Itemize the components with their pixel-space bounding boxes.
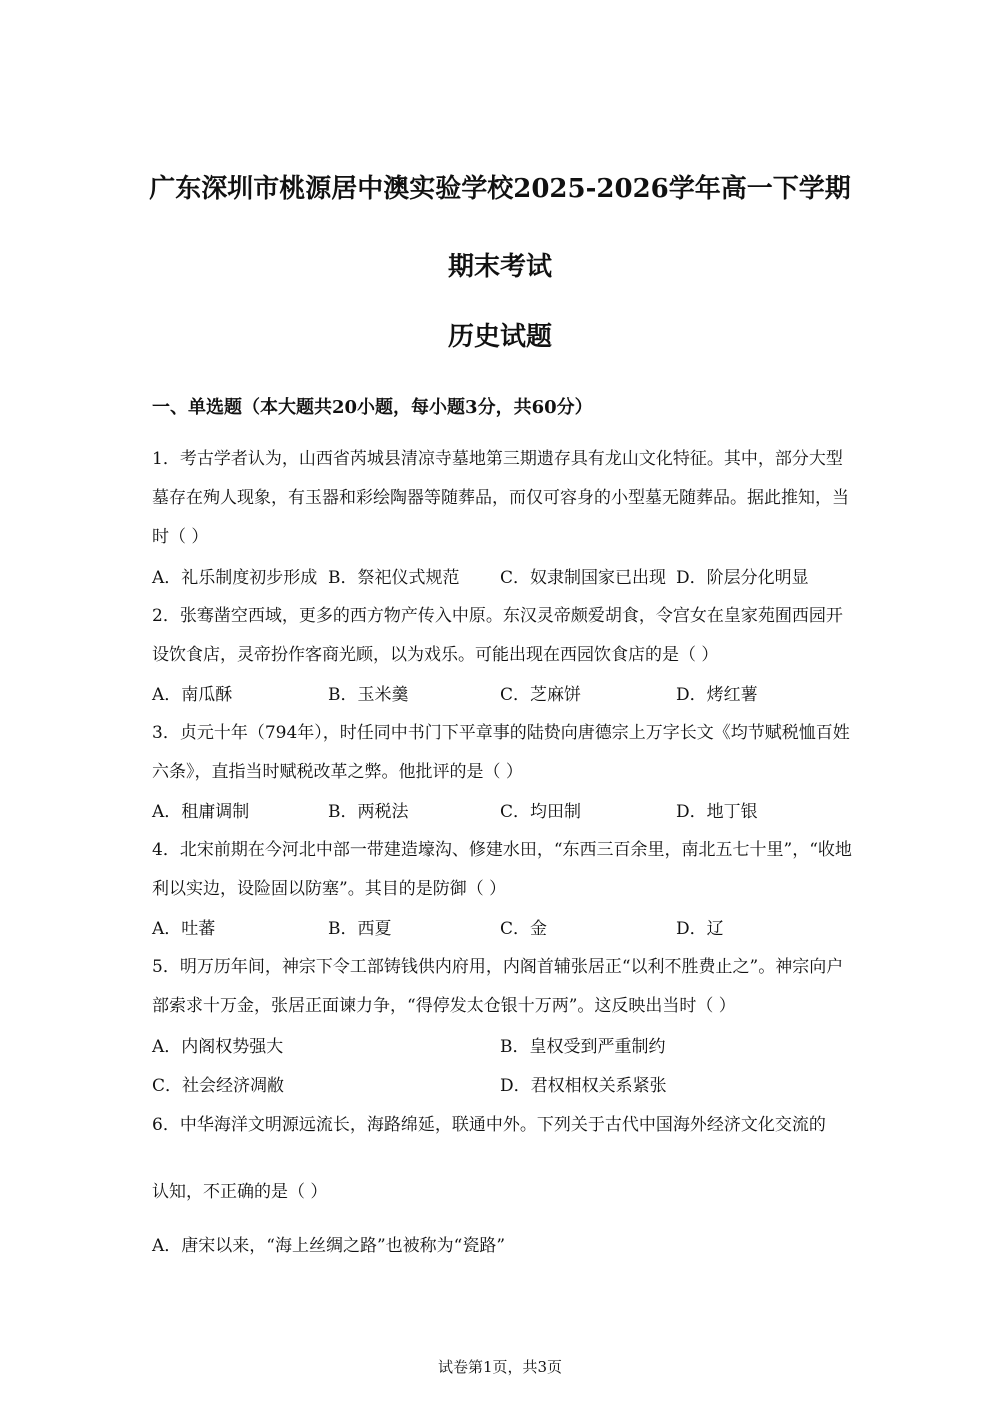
question-4-stem: 4．北宋前期在今河北中部一带建造壕沟、修建水田，“东西三百余里，南北五七十里”，“收地利以实边，设险固以防塞”。其目的是防御（ ） (152, 840, 852, 899)
question-3-option-d: D．地丁银 (676, 802, 758, 822)
question-2-option-a: A．南瓜酥 (152, 685, 233, 705)
exam-title-line2: 期末考试 (447, 252, 552, 282)
question-4-option-d: D．辽 (676, 919, 724, 939)
question-6-stem-line2: 认知，不正确的是（ ） (152, 1182, 328, 1202)
question-6-option-a: A．唐宋以来，“海上丝绸之路”也被称为“瓷路” (152, 1236, 506, 1256)
question-1-option-c: C．奴隶制国家已出现 (500, 568, 667, 588)
question-4-option-c: C．金 (500, 919, 548, 939)
question-3-option-c: C．均田制 (500, 802, 582, 822)
question-6-stem-line1: 6．中华海洋文明源远流长，海路绵延，联通中外。下列关于古代中国海外经济文化交流的 (152, 1115, 826, 1135)
section-heading: 一、单选题（本大题共20小题，每小题3分，共60分） (152, 397, 593, 418)
question-3-option-a: A．租庸调制 (152, 802, 250, 822)
question-2-stem: 2．张骞凿空西域，更多的西方物产传入中原。东汉灵帝颇爱胡食，令宫女在皇家苑囿西园开设饮食店，灵帝扮作客商光顾，以为戏乐。可能出现在西园饮食店的是（ ） (152, 606, 843, 665)
exam-title-line1: 广东深圳市桃源居中澳实验学校2025-2026学年高一下学期 (149, 174, 851, 204)
question-3-stem: 3．贞元十年（794年），时任同中书门下平章事的陆贽向唐德宗上万字长文《均节赋税恤百姓六条》，直指当时赋税改革之弊。他批评的是（ ） (152, 723, 850, 782)
question-5-stem: 5．明万历年间，神宗下令工部铸钱供内府用，内阁首辅张居正“以利不胜费止之”。神宗向户部索求十万金，张居正面谏力争，“得停发太仓银十万两”。这反映出当时（ ） (152, 957, 844, 1016)
question-1-option-b: B．祭祀仪式规范 (328, 568, 460, 588)
question-2-option-c: C．芝麻饼 (500, 685, 582, 705)
question-4-option-a: A．吐蕃 (152, 919, 216, 939)
question-4-option-b: B．西夏 (328, 919, 392, 939)
page-footer: 试卷第1页，共3页 (437, 1358, 563, 1376)
question-3-option-b: B．两税法 (328, 802, 409, 822)
question-1-option-a: A．礼乐制度初步形成 (152, 568, 318, 588)
question-1-option-d: D．阶层分化明显 (676, 568, 809, 588)
question-1-stem: 1．考古学者认为，山西省芮城县清凉寺墓地第三期遗存具有龙山文化特征。其中，部分大型墓存在殉人现象，有玉器和彩绘陶器等随葬品，而仅可容身的小型墓无随葬品。据此推知，当时（ ） (152, 449, 849, 547)
question-5-option-c: C．社会经济凋敝 (152, 1076, 285, 1096)
question-5-option-b: B．皇权受到严重制约 (500, 1037, 666, 1057)
question-2-option-b: B．玉米羹 (328, 685, 409, 705)
question-5-option-d: D．君权相权关系紧张 (500, 1076, 667, 1096)
question-2-option-d: D．烤红薯 (676, 685, 758, 705)
question-5-option-a: A．内阁权势强大 (152, 1037, 284, 1057)
exam-subject-title: 历史试题 (447, 322, 552, 352)
